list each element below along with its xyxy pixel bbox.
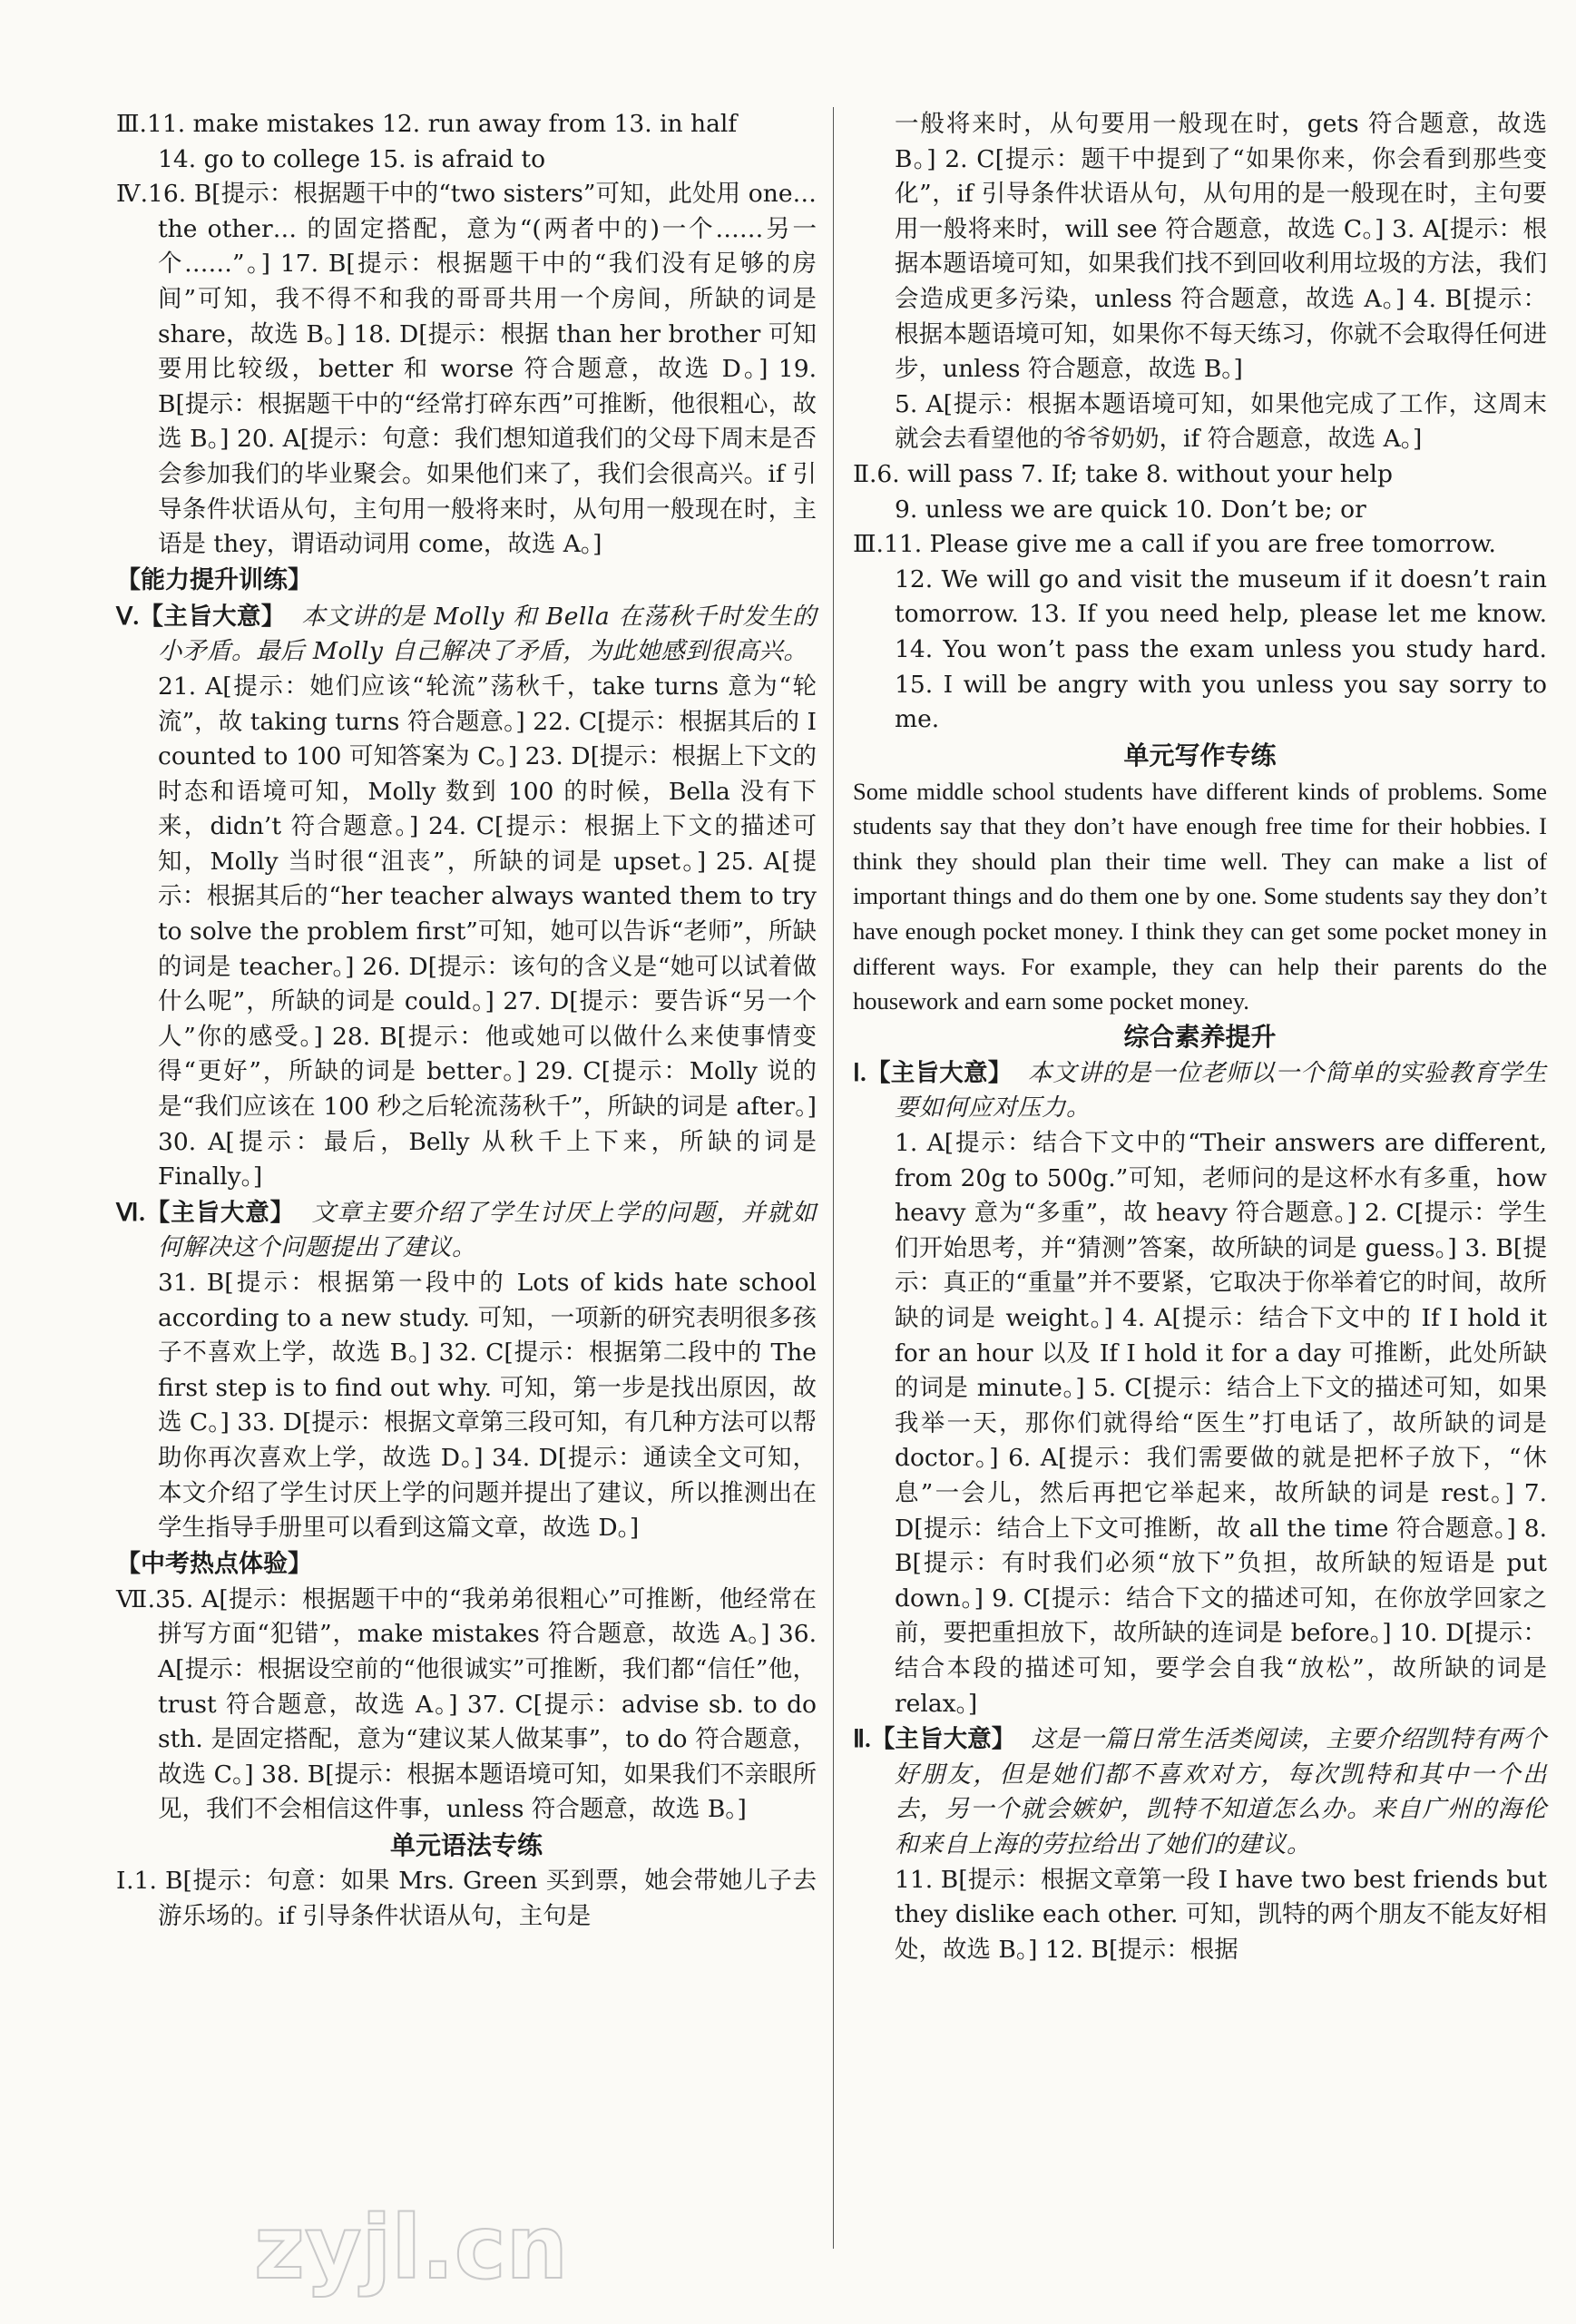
writing-sample: Some middle school students have different kinds of problems. Some students say that they don’t have enough free time for their hobbies. I think they should plan their time well. They can make a list of important things and do them one by one. Some students say they don’t have enough pocket money. I think they can get some pocket money in different ways. For example, they can help their parents do the housework and earn some pocket money. xyxy=(853,777,1547,1015)
watermark-text: zyjl.cn xyxy=(254,2197,568,2299)
answer-block: Ⅳ.16. B[提示：根据题干中的“two sisters”可知，此处用 one… the other… 的固定搭配，意为“(两者中的)一个……另一个……”。] 17. B[提示：根据题干中的“我们没有足够的房间”可知，我不得不和我的哥哥共用一个房间，所缺的词是 share，故选 B。] 18. D[提示：根据 than her brother 可知要用比较级，better 和 worse 符合题意，故选 D。] 19. B[提示：根据题干中的“经常打碎东西”可推断，他很粗心，故选 B。] 20. A[提示：句意：我们想知道我们的父母下周末是否会参加我们的毕业聚会。如果他们来了，我们会很高兴。if 引导条件状语从句，主句用一般将来时，从句用一般现在时，主语是 they，谓语动词用 come，故选 A。] xyxy=(116,180,817,559)
summary-text: 本文讲的是一位老师以一个简单的实验教育学生要如何应对压力。 xyxy=(895,1058,1547,1123)
summary-block xyxy=(116,1195,817,1266)
roman-label: Ⅴ. xyxy=(116,602,140,630)
section-heading: 单元写作专练 xyxy=(1123,740,1277,770)
answer-block: 11. B[提示：根据文章第一段 I have two best friends but they dislike each other. 可知，凯特的两个朋友不能友好相处，故选 B。] 12. B[提示：根据 xyxy=(895,1865,1547,1964)
answer-block: 21. A[提示：她们应该“轮流”荡秋千，take turns 意为“轮流”，故 taking turns 符合题意。] 22. C[提示：根据其后的 I counted to 100 可知答案为 C。] 23. D[提示：根据上下文的时态和语境可知，Molly 数到 100 的时候，Bella 没有下来，didn’t 符合题意。] 24. C[提示：根据上下文的描述可知，Molly 当时很“沮丧”，所缺的词是 upset。] 25. A[提示：根据其后的“her teacher always wanted them to try to solve the problem first”可知，她可以告诉“老师”，所缺的词是 teacher。] 26. D[提示：该句的含义是“她可以试着做什么呢”，所缺的词是 could。] 27. D[提示：要告诉“另一个人”你的感受。] 28. B[提示：他或她可以做什么来使事情变得“更好”，所缺的词是 better。] 29. C[提示：Molly 说的是“我们应该在 100 秒之后轮流荡秋千”，所缺的词是 after。] 30. A[提示：最后，Belly 从秋千上下来，所缺的词是 Finally。] xyxy=(158,672,817,1191)
left-column xyxy=(116,107,817,1934)
watermark-logo xyxy=(245,2178,590,2314)
answer-block: 31. B[提示：根据第一段中的 Lots of kids hate school according to a new study. 可知，一项新的研究表明很多孩子不喜欢上学，故选 B。] 32. C[提示：根据第二段中的 The first step is to find out why. 可知，第一步是找出原因，故选 C。] 33. D[提示：根据文章第三段可知，有几种方法可以帮助你再次喜欢上学，故选 D。] 34. D[提示：通读全文可知，本文介绍了学生讨厌上学的问题并提出了建议，所以推测出在学生指导手册里可以看到这篇文章，故选 D。] xyxy=(158,1269,817,1543)
section-heading: 【能力提升训练】 xyxy=(116,565,312,594)
answer-line: Ⅲ.11. make mistakes 12. run away from 13. in half xyxy=(116,110,738,138)
column-divider xyxy=(833,107,834,2249)
summary-text: 这是一篇日常生活类阅读，主要介绍凯特有两个好朋友，但是她们都不喜欢对方，每次凯特和其中一个出去，另一个就会嫉妒，凯特不知道怎么办。来自广州的海伦和来自上海的劳拉给出了她们的建议。 xyxy=(895,1725,1548,1858)
summary-text: 本文讲的是 Molly 和 Bella 在荡秋千时发生的小矛盾。最后 Molly 自己解决了矛盾，为此她感到很高兴。 xyxy=(158,602,817,666)
section-heading: 综合素养提升 xyxy=(1123,1021,1277,1052)
summary-block xyxy=(853,1721,1547,1862)
answer-line: Ⅱ.6. will pass 7. If; take 8. without your help xyxy=(853,459,1393,488)
answer-block: 1. A[提示：结合下文中的“Their answers are different, from 20g to 500g.”可知，老师问的是这杯水有多重，how heavy 意为“多重”，故 heavy 符合题意。] 2. C[提示：学生们开始思考，并“猜测”答案，故所缺的词是 guess。] 3. B[提示：真正的“重量”并不要紧，它取决于你举着它的时间，故所缺的词是 weight。] 4. A[提示：结合下文中的 If I hold it for an hour 以及 If I hold it for a day 可推断，此处所缺的词是 minute。] 5. C[提示：结合上下文的描述可知，如果我举一天，那你们就得给“医生”打电话了，故所缺的词是 doctor。] 6. A[提示：我们需要做的就是把杯子放下，“休息”一会儿，然后再把它举起来，故所缺的词是 rest。] 7. D[提示：结合上下文可推断，故 all the time 符合题意。] 8. B[提示：有时我们必须“放下”负担，故所缺的短语是 put down。] 9. C[提示：结合下文的描述可知，在你放学回家之前，要把重担放下，故所缺的连词是 before。] 10. D[提示：结合本段的描述可知，要学会自我“放松”，故所缺的词是 relax。] xyxy=(895,1129,1547,1718)
summary-block xyxy=(116,599,817,670)
summary-tag: 【主旨大意】 xyxy=(870,1725,1016,1754)
answer-block: Ⅰ.1. B[提示：句意：如果 Mrs. Green 买到票，她会带她儿子去游乐场的。if 引导条件状语从句，主句是 xyxy=(116,1866,817,1930)
answer-line: 9. unless we are quick 10. Don’t be; or xyxy=(895,495,1366,524)
roman-label: Ⅰ. xyxy=(853,1058,866,1086)
roman-label: Ⅱ. xyxy=(853,1725,871,1753)
summary-tag: 【主旨大意】 xyxy=(866,1058,1013,1087)
answer-line: 14. go to college 15. is afraid to xyxy=(158,144,546,173)
section-heading: 单元语法专练 xyxy=(389,1829,543,1860)
section-heading: 【中考热点体验】 xyxy=(116,1549,312,1578)
summary-text: 文章主要介绍了学生讨厌上学的问题，并就如何解决这个问题提出了建议。 xyxy=(158,1198,817,1262)
answer-line: Ⅲ.11. Please give me a call if you are free tomorrow. xyxy=(853,530,1496,559)
right-column xyxy=(853,107,1547,1967)
summary-block xyxy=(853,1055,1547,1126)
summary-tag: 【主旨大意】 xyxy=(144,1198,295,1227)
answer-block: 12. We will go and visit the museum if it doesn’t rain tomorrow. 13. If you need help, please let me know. 14. You won’t pass the exam unless you study hard. 15. I will be angry with you unless you say sorry to me. xyxy=(895,564,1547,734)
answer-block: Ⅶ.35. A[提示：根据题干中的“我弟弟很粗心”可推断，他经常在拼写方面“犯错”，make mistakes 符合题意，故选 A。] 36. A[提示：根据设空前的“他很诚实”可推断，我们都“信任”他，trust 符合题意，故选 A。] 37. C[提示：advise sb. to do sth. 是固定搭配，意为“建议某人做某事”，to do 符合题意，故选 C。] 38. B[提示：根据本题语境可知，如果我们不亲眼所见，我们不会相信这件事，unless 符合题意，故选 B。] xyxy=(116,1584,817,1824)
answer-block: 一般将来时，从句要用一般现在时，gets 符合题意，故选 B。] 2. C[提示：题干中提到了“如果你来，你会看到那些变化”，if 引导条件状语从句，从句用的是一般现在时，主句要用一般将来时，will see 符合题意，故选 C。] 3. A[提示：根据本题语境可知，如果我们找不到回收利用垃圾的方法，我们会造成更多污染，unless 符合题意，故选 A。] 4. B[提示：根据本题语境可知，如果你不每天练习，你就不会取得任何进步，unless 符合题意，故选 B。] xyxy=(895,110,1547,384)
roman-label: Ⅵ. xyxy=(116,1198,145,1226)
summary-tag: 【主旨大意】 xyxy=(139,602,286,631)
answer-block: 5. A[提示：根据本题语境可知，如果他完成了工作，这周末就会去看望他的爷爷奶奶，if 符合题意，故选 A。] xyxy=(895,389,1547,454)
